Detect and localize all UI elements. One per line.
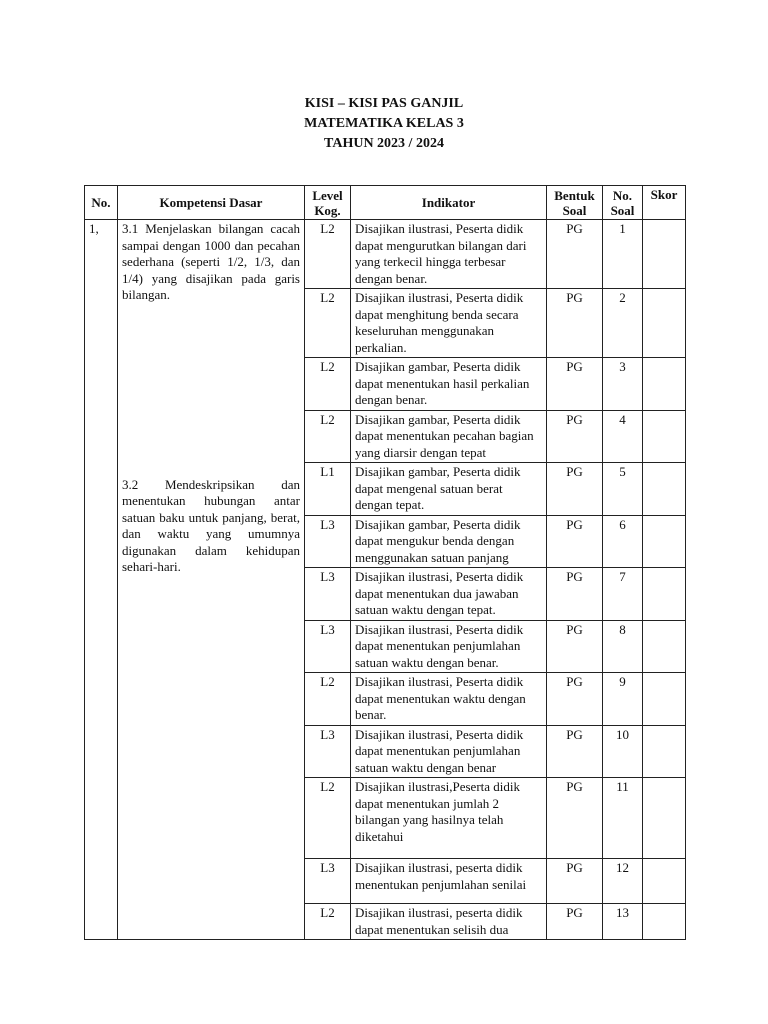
level-cell: L2 xyxy=(305,410,351,463)
level-cell: L2 xyxy=(305,904,351,940)
header-kompetensi-dasar: Kompetensi Dasar xyxy=(118,186,305,220)
skor-cell xyxy=(643,289,686,358)
level-cell: L3 xyxy=(305,515,351,568)
kd-3-2: 3.2 Mendeskripsikan dan menentukan hubungan antar satuan baku untuk panjang, berat, dan waktu yang umumnya digunakan dalam kehidupan sehari-hari. xyxy=(122,476,300,574)
group-number: 1, xyxy=(85,220,118,940)
indikator-cell: Disajikan ilustrasi, Peserta didik dapat menentukan penjumlahan satuan waktu dengan benar xyxy=(351,725,547,778)
indikator-cell: Disajikan gambar, Peserta didik dapat menentukan pecahan bagian yang diarsir dengan tepat xyxy=(351,410,547,463)
no-soal-cell: 12 xyxy=(603,859,643,904)
level-cell: L2 xyxy=(305,358,351,411)
no-soal-cell: 8 xyxy=(603,620,643,673)
bentuk-cell: PG xyxy=(547,515,603,568)
level-cell: L3 xyxy=(305,859,351,904)
skor-cell xyxy=(643,778,686,859)
no-soal-cell: 4 xyxy=(603,410,643,463)
header-level-kog: Level Kog. xyxy=(305,186,351,220)
skor-cell xyxy=(643,859,686,904)
skor-cell xyxy=(643,673,686,726)
indikator-cell: Disajikan ilustrasi, peserta didik menentukan penjumlahan senilai xyxy=(351,859,547,904)
header-no: No. xyxy=(85,186,118,220)
indikator-cell: Disajikan ilustrasi, Peserta didik dapat menentukan dua jawaban satuan waktu dengan tepat. xyxy=(351,568,547,621)
bentuk-cell: PG xyxy=(547,410,603,463)
indikator-cell: Disajikan ilustrasi, Peserta didik dapat menentukan penjumlahan satuan waktu dengan benar. xyxy=(351,620,547,673)
bentuk-cell: PG xyxy=(547,358,603,411)
skor-cell xyxy=(643,515,686,568)
level-cell: L1 xyxy=(305,463,351,516)
bentuk-cell: PG xyxy=(547,673,603,726)
bentuk-cell: PG xyxy=(547,220,603,289)
no-soal-cell: 10 xyxy=(603,725,643,778)
bentuk-cell: PG xyxy=(547,904,603,940)
indikator-cell: Disajikan gambar, Peserta didik dapat mengenal satuan berat dengan tepat. xyxy=(351,463,547,516)
skor-cell xyxy=(643,358,686,411)
bentuk-cell: PG xyxy=(547,859,603,904)
skor-cell xyxy=(643,220,686,289)
bentuk-cell: PG xyxy=(547,778,603,859)
bentuk-cell: PG xyxy=(547,620,603,673)
document-title xyxy=(0,94,768,154)
indikator-cell: Disajikan ilustrasi, Peserta didik dapat menghitung benda secara keseluruhan menggunakan perkalian. xyxy=(351,289,547,358)
header-no-soal: No. Soal xyxy=(603,186,643,220)
no-soal-cell: 6 xyxy=(603,515,643,568)
level-cell: L3 xyxy=(305,568,351,621)
kd-3-1: 3.1 Menjelaskan bilangan cacah sampai dengan 1000 dan pecahan sederhana (seperti 1/2, 1/3, dan 1/4) yang disajikan pada garis bilangan. xyxy=(122,221,300,302)
skor-cell xyxy=(643,410,686,463)
table-row xyxy=(85,220,686,289)
skor-cell xyxy=(643,904,686,940)
level-cell: L3 xyxy=(305,620,351,673)
level-cell: L2 xyxy=(305,673,351,726)
no-soal-cell: 11 xyxy=(603,778,643,859)
kisi-table xyxy=(84,185,686,940)
bentuk-cell: PG xyxy=(547,568,603,621)
level-cell: L3 xyxy=(305,725,351,778)
year-line: TAHUN 2023 / 2024 xyxy=(324,136,444,151)
skor-cell xyxy=(643,568,686,621)
header-indikator: Indikator xyxy=(351,186,547,220)
bentuk-cell: PG xyxy=(547,725,603,778)
header-skor: Skor xyxy=(643,186,686,220)
skor-cell xyxy=(643,725,686,778)
header-row xyxy=(85,186,686,220)
skor-cell xyxy=(643,463,686,516)
level-cell: L2 xyxy=(305,220,351,289)
title-line: KISI – KISI PAS GANJIL xyxy=(304,96,464,111)
no-soal-cell: 3 xyxy=(603,358,643,411)
no-soal-cell: 5 xyxy=(603,463,643,516)
no-soal-cell: 7 xyxy=(603,568,643,621)
no-soal-cell: 13 xyxy=(603,904,643,940)
no-soal-cell: 2 xyxy=(603,289,643,358)
bentuk-cell: PG xyxy=(547,463,603,516)
subtitle-line: MATEMATIKA KELAS 3 xyxy=(304,116,464,131)
indikator-cell: Disajikan gambar, Peserta didik dapat mengukur benda dengan menggunakan satuan panjang xyxy=(351,515,547,568)
indikator-cell: Disajikan gambar, Peserta didik dapat menentukan hasil perkalian dengan benar. xyxy=(351,358,547,411)
no-soal-cell: 1 xyxy=(603,220,643,289)
skor-cell xyxy=(643,620,686,673)
indikator-cell: Disajikan ilustrasi, peserta didik dapat menentukan selisih dua xyxy=(351,904,547,940)
kompetensi-dasar-cell xyxy=(118,220,305,940)
indikator-cell: Disajikan ilustrasi,Peserta didik dapat menentukan jumlah 2 bilangan yang hasilnya telah diketahui xyxy=(351,778,547,859)
bentuk-cell: PG xyxy=(547,289,603,358)
level-cell: L2 xyxy=(305,289,351,358)
header-bentuk-soal: Bentuk Soal xyxy=(547,186,603,220)
no-soal-cell: 9 xyxy=(603,673,643,726)
indikator-cell: Disajikan ilustrasi, Peserta didik dapat mengurutkan bilangan dari yang terkecil hingga terbesar dengan benar. xyxy=(351,220,547,289)
level-cell: L2 xyxy=(305,778,351,859)
indikator-cell: Disajikan ilustrasi, Peserta didik dapat menentukan waktu dengan benar. xyxy=(351,673,547,726)
